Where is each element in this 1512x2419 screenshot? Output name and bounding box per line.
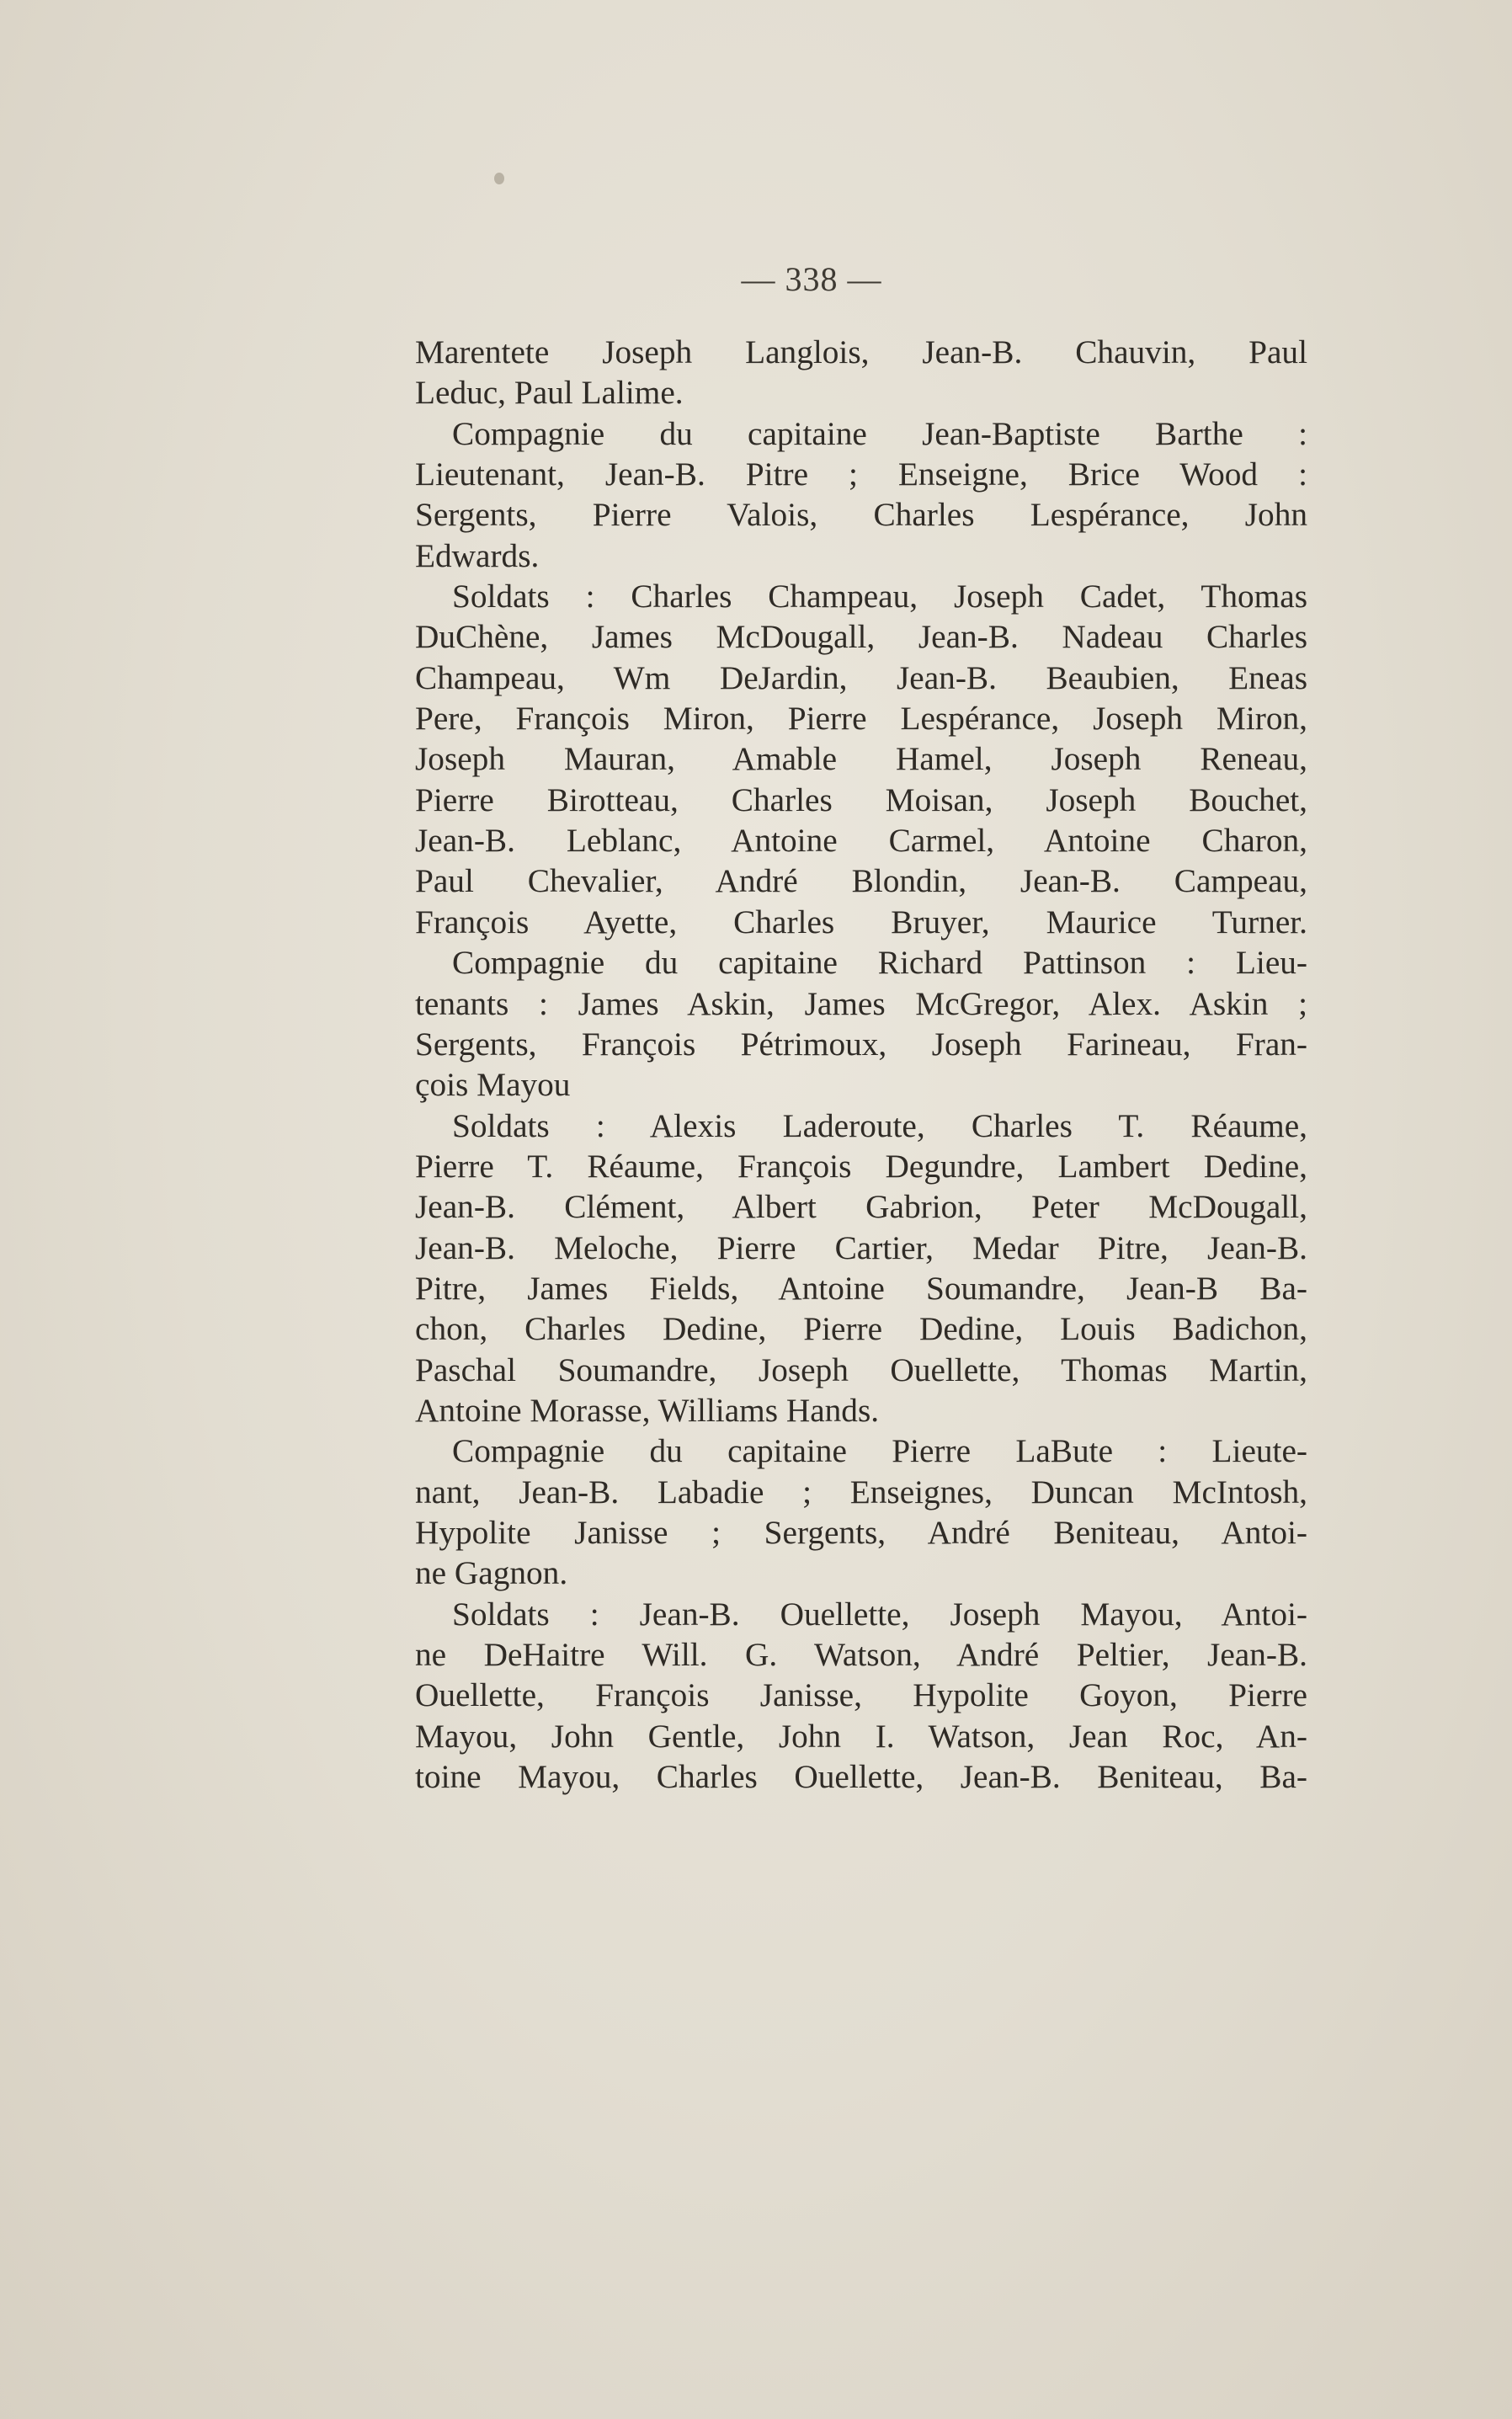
- body-text: [415, 332, 1307, 1797]
- text-line: toine Mayou, Charles Ouellette, Jean-B. Beniteau, Ba-: [415, 1758, 1307, 1796]
- text-line: DuChène, James McDougall, Jean-B. Nadeau Charles: [415, 618, 1307, 656]
- text-line: Pierre Birotteau, Charles Moisan, Joseph Bouchet,: [415, 781, 1307, 818]
- text-line: Paschal Soumandre, Joseph Ouellette, Thomas Martin,: [415, 1351, 1307, 1388]
- text-line: Edwards.: [415, 536, 540, 574]
- text-line: Antoine Morasse, Williams Hands.: [415, 1391, 880, 1429]
- text-line: Soldats : Charles Champeau, Joseph Cadet, Thomas: [452, 578, 1307, 615]
- text-line: Jean-B. Clément, Albert Gabrion, Peter McDougall,: [415, 1188, 1307, 1226]
- text-line: Jean-B. Meloche, Pierre Cartier, Medar Pitre, Jean-B.: [415, 1228, 1307, 1266]
- text-line: ne Gagnon.: [415, 1554, 568, 1592]
- text-line: chon, Charles Dedine, Pierre Dedine, Louis Badichon,: [415, 1310, 1307, 1348]
- text-line: Paul Chevalier, André Blondin, Jean-B. Campeau,: [415, 862, 1307, 900]
- text-line: Mayou, John Gentle, John I. Watson, Jean Roc, An-: [415, 1717, 1307, 1755]
- text-line: Marentete Joseph Langlois, Jean-B. Chauvin, Paul: [415, 333, 1307, 370]
- text-line: Hypolite Janisse ; Sergents, André Beniteau, Antoi-: [415, 1513, 1307, 1551]
- text-line: Lieutenant, Jean-B. Pitre ; Enseigne, Brice Wood :: [415, 456, 1307, 493]
- text-line: tenants : James Askin, James McGregor, Alex. Askin ;: [415, 984, 1307, 1022]
- text-line: Joseph Mauran, Amable Hamel, Joseph Reneau,: [415, 740, 1307, 778]
- ink-speck: [494, 173, 504, 184]
- text-line: Leduc, Paul Lalime.: [415, 374, 684, 412]
- text-line: Sergents, François Pétrimoux, Joseph Farineau, Fran-: [415, 1025, 1307, 1063]
- text-line: François Ayette, Charles Bruyer, Maurice Turner.: [415, 903, 1307, 940]
- text-line: Ouellette, François Janisse, Hypolite Goyon, Pierre: [415, 1676, 1307, 1714]
- text-line: Champeau, Wm DeJardin, Jean-B. Beaubien, Eneas: [415, 658, 1307, 696]
- text-line: Jean-B. Leblanc, Antoine Carmel, Antoine Charon,: [415, 822, 1307, 860]
- text-line: Pere, François Miron, Pierre Lespérance, Joseph Miron,: [415, 700, 1307, 738]
- text-line: Compagnie du capitaine Jean-Baptiste Barthe :: [452, 414, 1307, 452]
- text-line: Pierre T. Réaume, François Degundre, Lambert Dedine,: [415, 1147, 1307, 1185]
- text-line: Soldats : Jean-B. Ouellette, Joseph Mayou, Antoi-: [452, 1595, 1307, 1633]
- text-line: Sergents, Pierre Valois, Charles Lespérance, John: [415, 496, 1307, 534]
- text-line: Pitre, James Fields, Antoine Soumandre, Jean-B Ba-: [415, 1269, 1307, 1307]
- text-line: nant, Jean-B. Labadie ; Enseignes, Duncan McIntosh,: [415, 1473, 1307, 1511]
- text-line: ne DeHaitre Will. G. Watson, André Peltier, Jean-B.: [415, 1636, 1307, 1673]
- text-line: Compagnie du capitaine Richard Pattinson : Lieu-: [452, 944, 1307, 982]
- page-number: — 338 —: [741, 260, 882, 298]
- text-line: Compagnie du capitaine Pierre LaBute : Lieute-: [452, 1432, 1307, 1470]
- text-line: Soldats : Alexis Laderoute, Charles T. Réaume,: [452, 1106, 1307, 1144]
- text-line: çois Mayou: [415, 1066, 571, 1104]
